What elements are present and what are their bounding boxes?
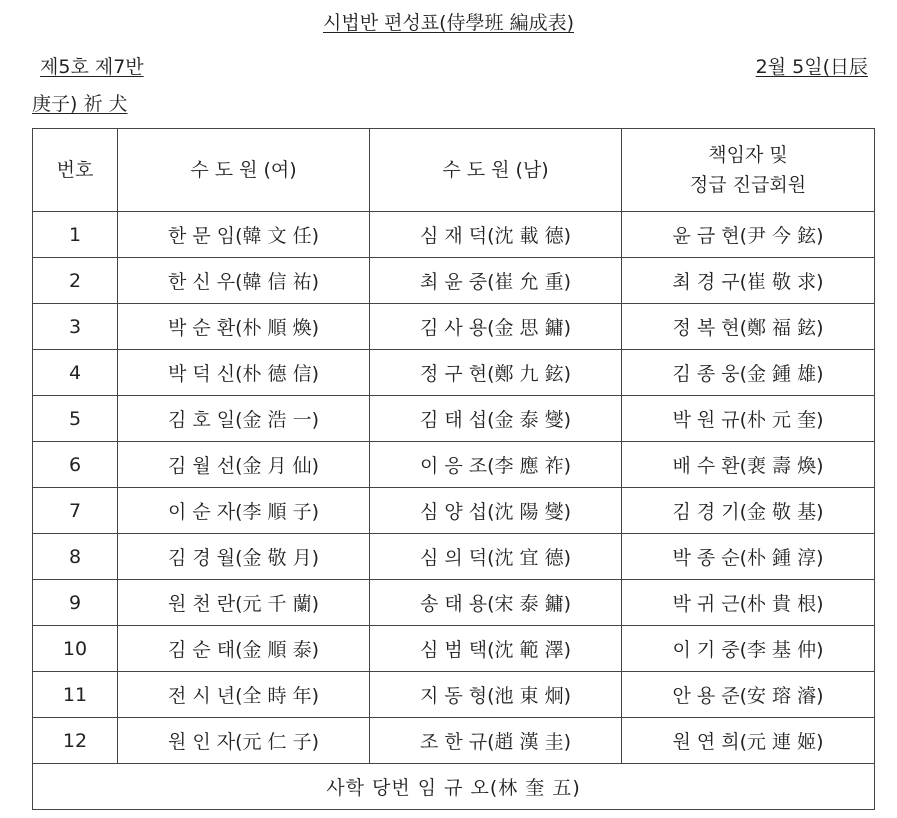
header-number: 번호 [33,129,118,212]
male-member: 김 태 섭(金 泰 燮) [370,396,622,442]
header-row [33,129,875,212]
header-leaders [622,129,875,212]
duty-officer: 사학 당번 임 규 오(林 奎 五) [33,764,875,810]
female-member: 한 신 우(韓 信 祐) [118,258,370,304]
row-number: 9 [33,580,118,626]
male-member: 지 동 형(池 東 炯) [370,672,622,718]
leader-member: 김 종 웅(金 鍾 雄) [622,350,875,396]
row-number: 12 [33,718,118,764]
female-member: 원 천 란(元 千 蘭) [118,580,370,626]
male-member: 정 구 현(鄭 九 鉉) [370,350,622,396]
table-row [33,304,875,350]
header-male-members: 수 도 원 (남) [370,129,622,212]
female-member: 전 시 년(全 時 年) [118,672,370,718]
header-leaders-line2: 정급 진급회원 [689,174,807,196]
male-member: 심 의 덕(沈 宜 德) [370,534,622,580]
table-row [33,212,875,258]
female-member: 이 순 자(李 順 子) [118,488,370,534]
title-text: 시법반 편성표(侍學班 編成表) [322,12,575,34]
table-row [33,626,875,672]
leader-member: 박 원 규(朴 元 奎) [622,396,875,442]
leader-member: 배 수 환(裵 壽 煥) [622,442,875,488]
male-member: 심 범 택(沈 範 澤) [370,626,622,672]
document-title [0,8,897,38]
leader-member: 정 복 현(鄭 福 鉉) [622,304,875,350]
leader-member: 김 경 기(金 敬 基) [622,488,875,534]
header-leaders-line1: 책임자 및 [708,144,788,166]
male-member: 조 한 규(趙 漢 圭) [370,718,622,764]
leader-member: 안 용 준(安 瑢 濬) [622,672,875,718]
table-row [33,718,875,764]
row-number: 1 [33,212,118,258]
female-member: 김 월 선(金 月 仙) [118,442,370,488]
female-member: 김 호 일(金 浩 一) [118,396,370,442]
row-number: 2 [33,258,118,304]
table-row [33,488,875,534]
male-member: 심 재 덕(沈 載 德) [370,212,622,258]
leader-member: 이 기 중(李 基 仲) [622,626,875,672]
leader-member: 박 귀 근(朴 貴 根) [622,580,875,626]
male-member: 이 응 조(李 應 祚) [370,442,622,488]
male-member: 김 사 용(金 思 鏞) [370,304,622,350]
leader-member: 원 연 희(元 連 姬) [622,718,875,764]
footer-row [33,764,875,810]
male-member: 송 태 용(宋 泰 鏞) [370,580,622,626]
row-number: 6 [33,442,118,488]
female-member: 김 순 태(金 順 泰) [118,626,370,672]
row-number: 7 [33,488,118,534]
table-row [33,672,875,718]
row-number: 5 [33,396,118,442]
leader-member: 윤 금 현(尹 今 鉉) [622,212,875,258]
roster-table [32,128,875,810]
female-member: 김 경 월(金 敬 月) [118,534,370,580]
table-row [33,396,875,442]
table-row [33,534,875,580]
row-number: 8 [33,534,118,580]
table-row [33,258,875,304]
female-member: 박 덕 신(朴 德 信) [118,350,370,396]
table-row [33,442,875,488]
male-member: 최 윤 중(崔 允 重) [370,258,622,304]
female-member: 원 인 자(元 仁 子) [118,718,370,764]
date-label-continued: 庚子) 祈 犬 [32,93,128,115]
row-number: 4 [33,350,118,396]
leader-member: 박 종 순(朴 鍾 淳) [622,534,875,580]
header-female-members: 수 도 원 (여) [118,129,370,212]
male-member: 심 양 섭(沈 陽 燮) [370,488,622,534]
row-number: 3 [33,304,118,350]
leader-member: 최 경 구(崔 敬 求) [622,258,875,304]
table-row [33,580,875,626]
female-member: 박 순 환(朴 順 煥) [118,304,370,350]
table-row [33,350,875,396]
date-label: 2월 5일(日辰 [755,56,868,78]
unit-label: 제5호 제7반 [40,56,144,78]
row-number: 11 [33,672,118,718]
row-number: 10 [33,626,118,672]
female-member: 한 문 임(韓 文 任) [118,212,370,258]
